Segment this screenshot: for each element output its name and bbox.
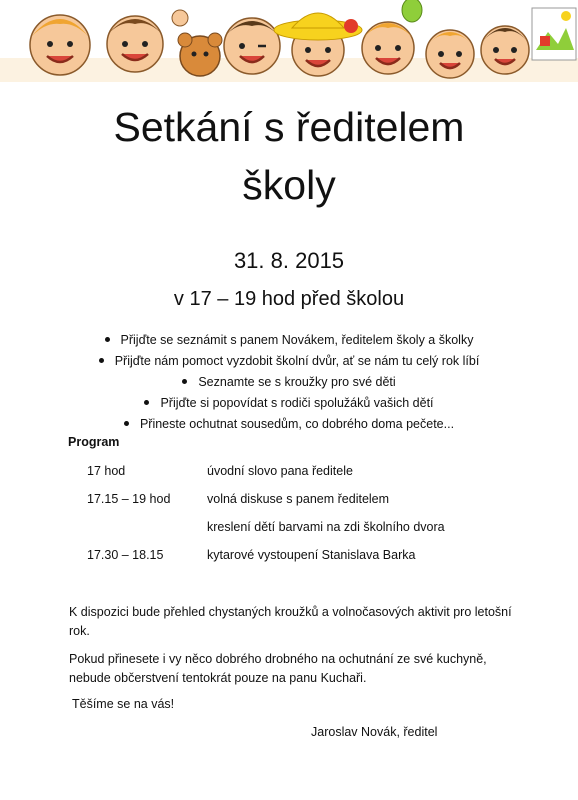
child-face-7 <box>481 26 529 74</box>
child-face-6 <box>426 30 474 78</box>
program-row <box>0 518 578 536</box>
program-description: úvodní slovo pana ředitele <box>207 464 353 478</box>
program-time: 17.30 – 18.15 <box>87 548 164 562</box>
event-time-place: v 17 – 19 hod před školou <box>173 288 405 310</box>
page-title-line-1: Setkání s ředitelem <box>113 104 465 150</box>
bullet-text: Přijďte se seznámit s panem Novákem, ředitelem školy a školky <box>120 333 474 347</box>
bullet-text: Přijďte si popovídat s rodiči spolužáků vašich dětí <box>160 396 434 410</box>
bullet-icon <box>124 421 129 426</box>
child-face-3 <box>224 18 280 74</box>
child-face-1 <box>30 15 90 75</box>
info-paragraph-activities: K dispozici bude přehled chystaných kroužků a volnočasových aktivit pro letošní rok. <box>69 605 512 638</box>
signature: Jaroslav Novák, ředitel <box>311 725 438 739</box>
info-paragraph-refreshments: Pokud přinesete i vy něco dobrého drobného na ochutnání ze své kuchyně, nebude občerstvení tentokrát pouze na panu Kuchaři. <box>69 652 487 685</box>
program-time: 17 hod <box>87 464 126 478</box>
list-item <box>0 414 578 435</box>
bullet-icon <box>105 337 110 342</box>
bullet-text: Přijďte nám pomoct vyzdobit školní dvůr, ať se nám tu celý rok líbí <box>114 354 480 368</box>
program-row <box>0 490 578 508</box>
program-row <box>0 546 578 564</box>
program-time: 17.15 – 19 hod <box>87 492 171 506</box>
bullet-text: Seznamte se s kroužky pro své děti <box>198 375 396 389</box>
list-item <box>0 372 578 393</box>
list-item <box>0 351 578 372</box>
program-description: volná diskuse s panem ředitelem <box>207 492 390 506</box>
bullet-icon <box>144 400 149 405</box>
program-row <box>0 462 578 480</box>
list-item <box>0 393 578 414</box>
program-description: kreslení dětí barvami na zdi školního dvora <box>207 520 445 534</box>
bullet-icon <box>182 379 187 384</box>
closing-greeting: Těšíme se na vás! <box>72 697 175 711</box>
bullet-text: Přineste ochutnat sousedům, co dobrého doma pečete... <box>139 417 455 431</box>
program-description: kytarové vystoupení Stanislava Barka <box>207 548 416 562</box>
invitation-bullet-list <box>0 330 578 435</box>
list-item <box>0 330 578 351</box>
bullet-icon <box>99 358 104 363</box>
page-title-line-2: školy <box>242 162 336 208</box>
child-drawing-picture <box>532 8 576 60</box>
event-date: 31. 8. 2015 <box>233 248 345 273</box>
children-banner-illustration <box>0 0 578 82</box>
program-heading: Program <box>68 435 120 449</box>
teddy-bear <box>178 33 222 76</box>
